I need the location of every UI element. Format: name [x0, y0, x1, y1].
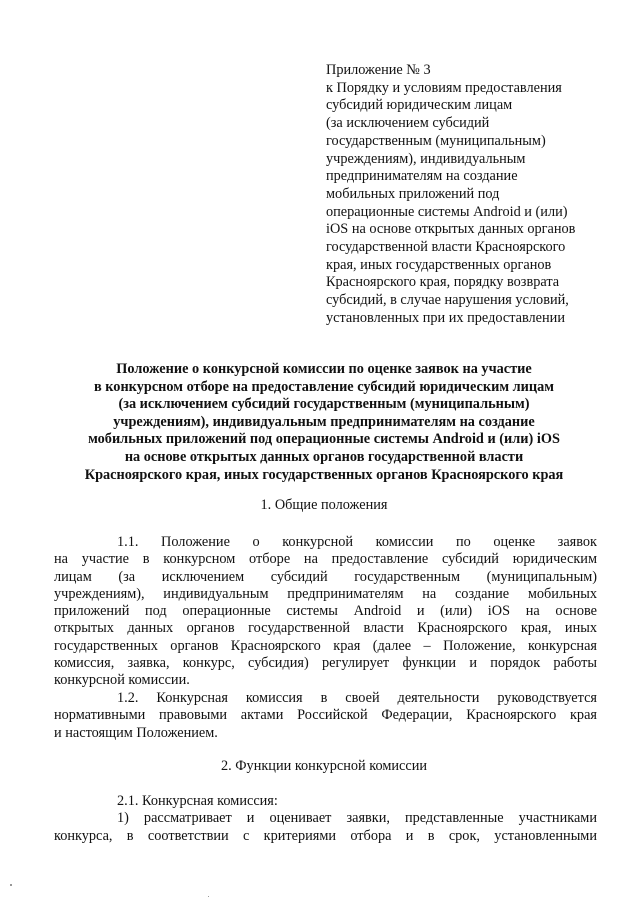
- appendix-line: к Порядку и условиям предоставления: [326, 79, 562, 96]
- paragraph-line: комиссия, заявка, конкурс, субсидия) регулирует функции и порядок работы: [54, 655, 597, 672]
- paragraph-line: конкурса, в соответствии с критериями отбора и в срок, установленными: [54, 827, 597, 844]
- section-1-heading: 1. Общие положения: [260, 497, 388, 513]
- appendix-line: (за исключением субсидий: [326, 115, 490, 132]
- title-line: в конкурсном отборе на предоставление субсидий юридическим лицам: [93, 378, 555, 395]
- document-title: [60, 361, 588, 484]
- title-line: на основе открытых данных органов государственной власти: [124, 448, 524, 465]
- title-line: Красноярского края, иных государственных органов Красноярского края: [84, 466, 564, 483]
- appendix-line: учреждениям), индивидуальным: [326, 150, 526, 167]
- paragraph-line: открытых данных органов государственной власти Красноярского края, иных: [54, 620, 597, 637]
- paragraph-line: и настоящим Положением.: [54, 724, 218, 741]
- appendix-line: государственным (муниципальным): [326, 132, 546, 149]
- appendix-note: [326, 62, 616, 328]
- title-line: Положение о конкурсной комиссии по оценке заявок на участие: [116, 361, 532, 377]
- paragraph-line: 1.2. Конкурсная комиссия в своей деятельности руководствуется: [117, 690, 597, 706]
- paragraph-line: государственных органов Красноярского края (далее – Положение, конкурсная: [54, 637, 597, 654]
- paragraph-line: лицам (за исключением субсидий государственным (муниципальным): [54, 568, 597, 585]
- paragraph-line: конкурсной комиссии.: [54, 672, 190, 689]
- paragraph-line: нормативными правовыми актами Российской Федерации, Красноярского края: [54, 707, 597, 724]
- paragraph-2-1: [54, 793, 597, 845]
- paragraph-line: учреждениям), индивидуальным предпринимателям на создание мобильных: [54, 585, 597, 602]
- section-2-heading: 2. Функции конкурсной комиссии: [220, 758, 428, 774]
- appendix-line: субсидий, в случае нарушения условий,: [326, 292, 569, 309]
- appendix-line: предпринимателям на создание: [326, 168, 518, 185]
- scan-speck: [208, 896, 209, 897]
- appendix-line: края, иных государственных органов: [326, 256, 552, 273]
- appendix-line: субсидий юридическим лицам: [326, 97, 513, 114]
- scan-speck: [10, 884, 12, 886]
- appendix-line: операционные системы Android и (или): [326, 203, 568, 220]
- appendix-line: мобильных приложений под: [326, 185, 500, 202]
- paragraph-1-1: [54, 534, 597, 690]
- title-line: учреждениям), индивидуальным предпринимателям на создание: [113, 413, 535, 430]
- appendix-line: Приложение № 3: [326, 62, 431, 78]
- appendix-line: iOS на основе открытых данных органов: [326, 221, 576, 238]
- paragraph-line: на участие в конкурсном отборе на предоставление субсидий юридическим: [54, 551, 597, 568]
- paragraph-line: приложений под операционные системы Android и (или) iOS на основе: [54, 603, 597, 620]
- appendix-line: установленных при их предоставлении: [326, 309, 565, 326]
- title-line: (за исключением субсидий государственным (муниципальным): [118, 396, 530, 413]
- paragraph-1-2: [54, 690, 597, 742]
- appendix-line: Красноярского края, порядку возврата: [326, 274, 560, 291]
- paragraph-line: 2.1. Конкурсная комиссия:: [117, 793, 278, 809]
- title-line: мобильных приложений под операционные системы Android и (или) iOS: [88, 431, 560, 448]
- paragraph-line: 1.1. Положение о конкурсной комиссии по оценке заявок: [117, 534, 597, 550]
- appendix-line: государственной власти Красноярского: [326, 239, 566, 256]
- paragraph-line: 1) рассматривает и оценивает заявки, представленные участниками: [117, 810, 597, 827]
